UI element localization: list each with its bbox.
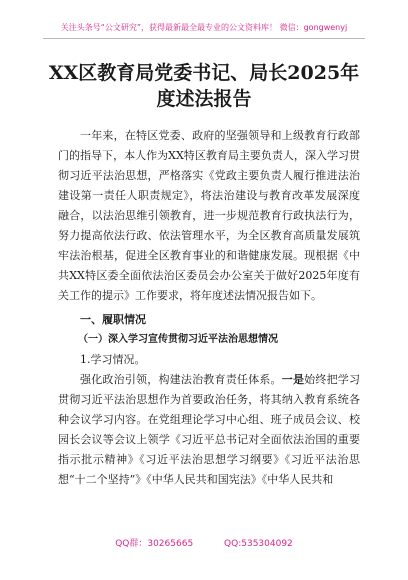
- header-promo-text: 关注头条号“公文研究”，获得最新最全最专业的公文资料库！ 微信：gongwenyj: [60, 23, 348, 32]
- document-title: XX区教育局党委书记、局长2025年度述法报告: [48, 62, 360, 110]
- section-heading: 一、履职情况: [80, 313, 146, 326]
- document-body: [58, 126, 360, 490]
- paragraph-bold-marker: 一是: [281, 373, 305, 386]
- intro-paragraph: 一年来，在特区党委、政府的坚强领导和上级教育行政部门的指导下，本人作为XX特区教育局主要负责人，深入学习贯彻习近平法治思想，严格落实《党政主要负责人履行推进法治建设第一责任人职责规定》，将法治建设与教育改革发展深度融合，以法治思维引领教育，进一步规范教育行政执法行为，努力提高依法行政、依法管理水平，为全区教育高质量发展筑牢法治根基，促进全区教育事业的和谐健康发展。现根据《中共XX特区委全面依法治区委员会办公室关于做好2025年度有关工作的提示》工作要求，将年度述法情况报告如下。: [58, 129, 360, 302]
- subsection-heading: （一）深入学习宣传贯彻习近平法治思想情况: [78, 334, 278, 345]
- item-heading: 1.学习情况。: [80, 353, 146, 366]
- page-header: [0, 0, 408, 44]
- page-footer: [0, 536, 408, 552]
- paragraph-lead: 强化政治引领，构建法治教育责任体系。: [80, 373, 282, 386]
- header-divider: [43, 38, 365, 39]
- body-paragraph: [58, 370, 360, 490]
- footer-qq-contact: QQ:535304092: [224, 539, 293, 549]
- paragraph-rest: 始终把学习贯彻习近平法治思想作为首要政治任务，将其纳入教育系统各种会议学习内容。在党组理论学习中心组、班子成员会议、校园长会议等会议上领学《习近平总书记对全面依法治国的重要指示批示精神》《习近平法治思想学习纲要》《习近平法治思想“十二个坚持”》《中华人民共和国宪法》《中华人民共和: [58, 373, 361, 486]
- footer-qq-group: QQ群：30265665: [115, 539, 194, 549]
